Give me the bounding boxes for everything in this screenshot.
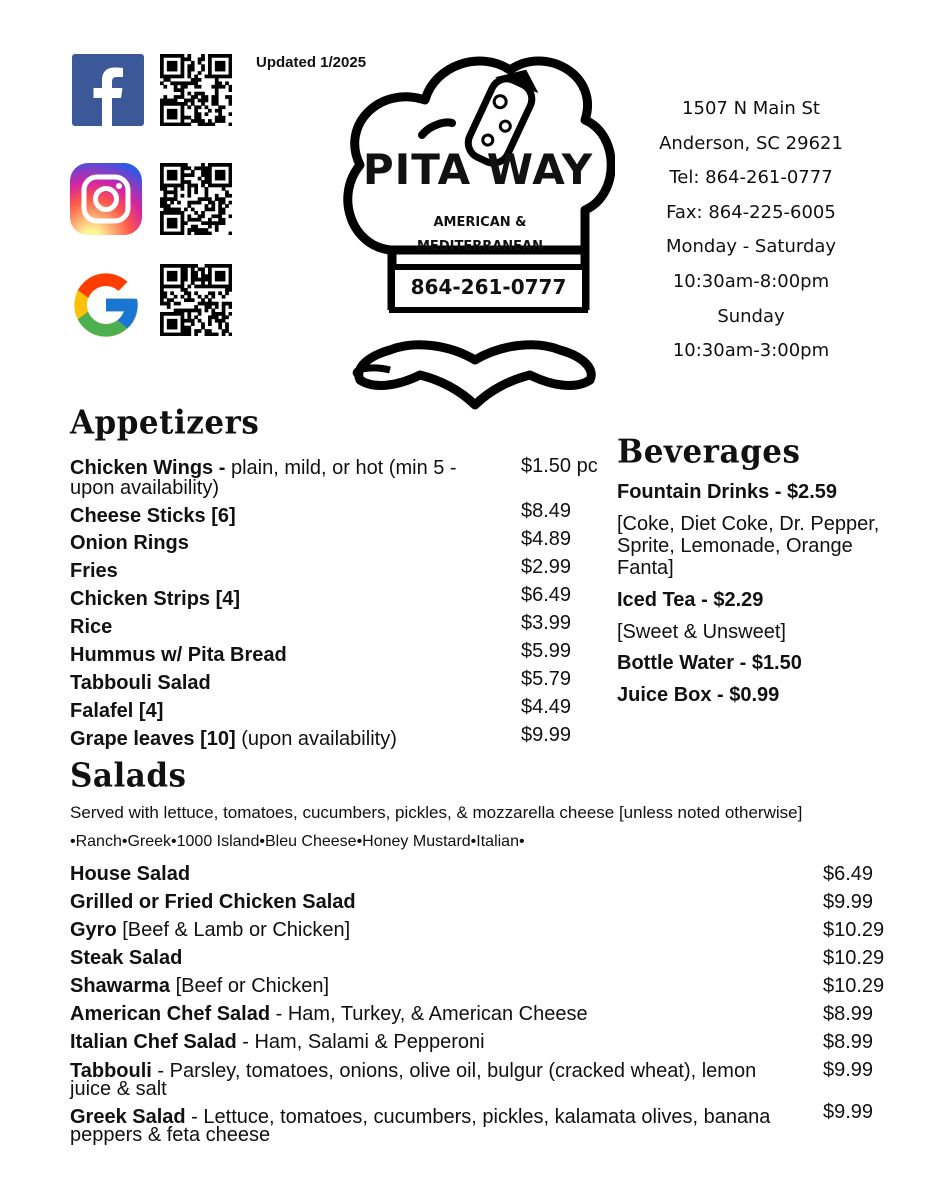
hours-time-1: 10:30am-8:00pm [672, 270, 830, 292]
hours-days-2: Sunday [717, 305, 785, 327]
menu-item: Steak Salad [70, 947, 183, 969]
street-address: 1507 N Main St [682, 98, 820, 119]
menu-item: House Salad [70, 863, 191, 885]
menu-item-desc-cont: upon availability) [70, 477, 219, 499]
menu-item: Grilled or Fried Chicken Salad [70, 891, 356, 913]
menu-item-price: $8.99 [823, 1003, 874, 1025]
menu-item-price: $4.49 [521, 696, 572, 718]
beverages-heading: Beverages [617, 433, 801, 471]
appetizers-heading: Appetizers [70, 404, 260, 442]
menu-item: Shawarma [Beef or Chicken] [70, 975, 330, 997]
menu-item: Chicken Wings - plain, mild, or hot (min 5 - [70, 457, 457, 479]
menu-item: Falafel [4] [70, 700, 164, 722]
menu-item: Tabbouli - Parsley, tomatoes, onions, olive oil, bulgur (cracked wheat), lemon [70, 1060, 757, 1082]
menu-item-desc-cont: juice & salt [70, 1078, 167, 1100]
google-qr-code[interactable] [160, 264, 232, 336]
menu-item-price: $6.49 [823, 863, 874, 885]
iced-tea: Iced Tea - $2.29 [617, 589, 764, 611]
menu-item-price: $1.50 pc [521, 455, 598, 477]
menu-item-price: $9.99 [823, 1101, 874, 1123]
salads-heading: Salads [70, 757, 187, 795]
telephone: Tel: 864-261-0777 [669, 167, 833, 189]
menu-item: Greek Salad - Lettuce, tomatoes, cucumbers, pickles, kalamata olives, banana [70, 1106, 771, 1128]
menu-item: American Chef Salad - Ham, Turkey, & American Cheese [70, 1003, 588, 1025]
menu-item-price: $10.29 [823, 947, 885, 969]
hours-time-2: 10:30am-3:00pm [672, 340, 830, 362]
menu-item-price: $9.99 [823, 1059, 874, 1081]
logo-phone: 864-261-0777 [410, 275, 567, 299]
juice-box: Juice Box - $0.99 [617, 684, 780, 706]
menu-item-price: $9.99 [823, 891, 874, 913]
fountain-drinks: Fountain Drinks - $2.59 [617, 481, 838, 503]
fountain-drink-options: [Coke, Diet Coke, Dr. Pepper, Sprite, Lemonade, Orange Fanta] [617, 513, 880, 579]
menu-item-price: $8.99 [823, 1031, 874, 1053]
menu-item: Hummus w/ Pita Bread [70, 644, 287, 666]
menu-item-price: $4.89 [521, 528, 572, 550]
google-icon[interactable] [68, 267, 140, 339]
contact-info [640, 92, 862, 369]
menu-item-price: $9.99 [521, 724, 572, 746]
facebook-qr-code[interactable] [160, 54, 232, 126]
menu-item: Italian Chef Salad - Ham, Salami & Pepperoni [70, 1031, 485, 1053]
menu-item: Chicken Strips [4] [70, 588, 241, 610]
facebook-icon[interactable] [72, 54, 144, 126]
logo-brand-name: PITA WAY [362, 145, 594, 194]
instagram-qr-code[interactable] [160, 163, 232, 235]
menu-item: Onion Rings [70, 532, 189, 554]
menu-item: Tabbouli Salad [70, 672, 211, 694]
logo-tagline-2: MEDITERRANEAN [417, 239, 543, 254]
hours-days-1: Monday - Saturday [665, 236, 837, 258]
salad-dressings: •Ranch•Greek•1000 Island•Bleu Cheese•Honey Mustard•Italian• [70, 833, 525, 850]
menu-item-price: $10.29 [823, 975, 885, 997]
iced-tea-options: [Sweet & Unsweet] [617, 621, 786, 643]
menu-item: Rice [70, 616, 113, 638]
city-address: Anderson, SC 29621 [659, 132, 843, 154]
menu-item-price: $10.29 [823, 919, 885, 941]
menu-item-price: $6.49 [521, 584, 572, 606]
salads-note: Served with lettuce, tomatoes, cucumbers, pickles, & mozzarella cheese [unless noted otherwise] [70, 803, 803, 822]
menu-item-desc-cont: peppers & feta cheese [70, 1124, 271, 1146]
menu-item-price: $2.99 [521, 556, 572, 578]
menu-item: Gyro [Beef & Lamb or Chicken] [70, 919, 351, 941]
instagram-icon[interactable] [70, 163, 142, 235]
menu-item: Grape leaves [10] (upon availability) [70, 728, 397, 750]
menu-item: Fries [70, 560, 118, 582]
menu-item: Cheese Sticks [6] [70, 505, 236, 527]
updated-date: Updated 1/2025 [256, 54, 367, 71]
menu-item-price: $8.49 [521, 500, 572, 522]
pita-way-logo [330, 45, 615, 415]
menu-item-price: $3.99 [521, 612, 572, 634]
bottle-water: Bottle Water - $1.50 [617, 652, 802, 674]
menu-item-price: $5.99 [521, 640, 572, 662]
menu-item-price: $5.79 [521, 668, 572, 690]
fax: Fax: 864-225-6005 [666, 201, 836, 223]
logo-tagline-1: AMERICAN & [433, 215, 527, 230]
